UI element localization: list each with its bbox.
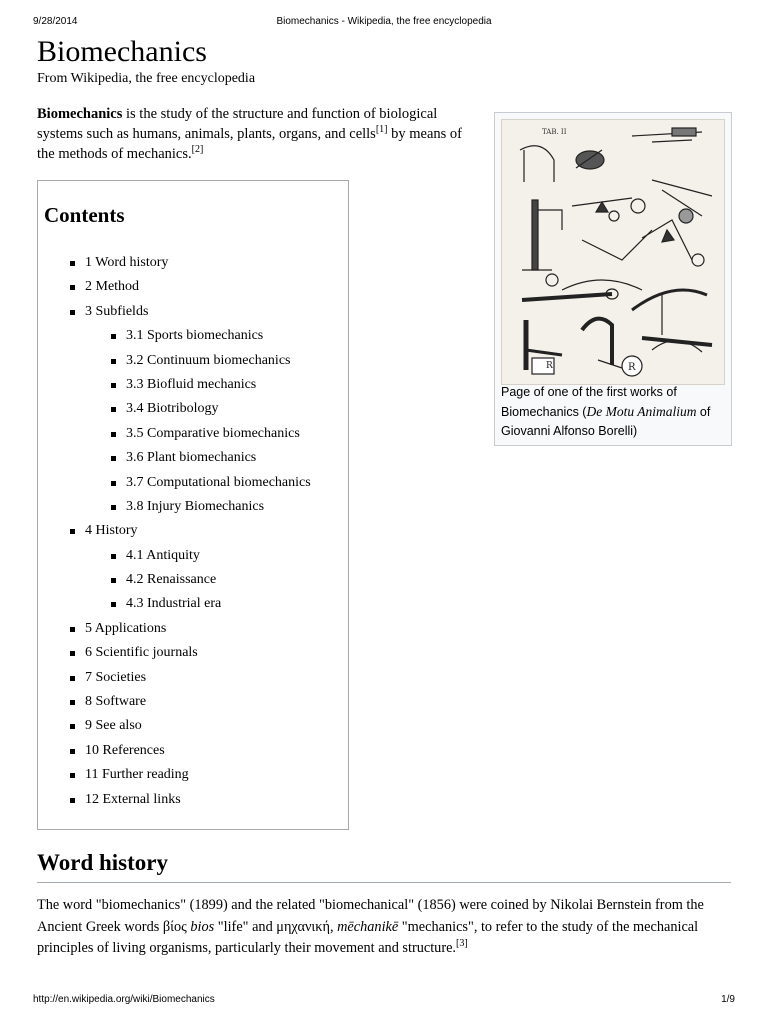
toc-item[interactable] (38, 471, 348, 495)
toc-item-label[interactable]: 11 Further reading (85, 767, 189, 783)
lead-paragraph (37, 104, 477, 164)
bullet-icon (70, 676, 75, 681)
toc-list (38, 251, 348, 812)
lead-text-1: is the study of the structure and function of biological systems such as humans, animals, plants, organs, and cells (37, 106, 438, 142)
toc-item-label[interactable]: 4.1 Antiquity (126, 547, 200, 563)
mechanike-term: mēchanikē (337, 918, 399, 935)
bullet-icon (111, 456, 116, 461)
toc-item[interactable] (38, 422, 348, 446)
toc-item-label[interactable]: 9 See also (85, 718, 142, 734)
toc-item[interactable] (38, 495, 348, 519)
toc-item-label[interactable]: 3.2 Continuum biomechanics (126, 352, 291, 368)
toc-item-label[interactable]: 3.5 Comparative biomechanics (126, 425, 300, 441)
bullet-icon (111, 578, 116, 583)
toc-item[interactable] (38, 666, 348, 690)
toc-item[interactable] (38, 544, 348, 568)
engraving-illustration (502, 120, 724, 384)
toc-item-label[interactable]: 4.2 Renaissance (126, 572, 217, 588)
bullet-icon (111, 481, 116, 486)
para-text-1: The word "biomechanics" (1899) and the related "biomechanical" (1856) were coined by Nikolai Bernstein from the Ancient Greek words βίος (37, 897, 704, 935)
word-history-paragraph (37, 895, 731, 960)
lead-term: Biomechanics (37, 106, 123, 122)
toc-item-label[interactable]: 3.8 Injury Biomechanics (126, 498, 265, 514)
toc-item[interactable] (38, 617, 348, 641)
figure-letter-r2: R (628, 362, 636, 373)
ref-link-3[interactable]: [3] (456, 938, 468, 949)
bios-term: bios (190, 918, 215, 935)
bullet-icon (111, 432, 116, 437)
caption-text-1: Page of one of the first works of Biomechanics ( (501, 385, 677, 419)
figure-plate-label: TAB. II (542, 128, 567, 136)
bullet-icon (70, 529, 75, 534)
bullet-icon (111, 505, 116, 510)
figure-thumbnail (494, 112, 732, 446)
caption-italic-title[interactable]: De Motu Animalium (586, 404, 697, 419)
ref-link-1[interactable]: [1] (375, 124, 388, 135)
bullet-icon (111, 359, 116, 364)
bullet-icon (70, 700, 75, 705)
toc-item-label[interactable]: 5 Applications (85, 620, 167, 636)
toc-item-label[interactable]: 3.6 Plant biomechanics (126, 450, 257, 466)
toc-title: Contents (44, 203, 125, 227)
toc-item[interactable] (38, 397, 348, 421)
toc-item-label[interactable]: 7 Societies (85, 669, 147, 685)
bullet-icon (70, 310, 75, 315)
bullet-icon (111, 383, 116, 388)
toc-item-label[interactable]: 1 Word history (85, 255, 169, 270)
toc-item[interactable] (38, 690, 348, 714)
caption-text-2: of Giovanni Alfonso Borelli) (501, 405, 711, 438)
toc-item[interactable] (38, 788, 348, 812)
bullet-icon (70, 773, 75, 778)
article-tagline: From Wikipedia, the free encyclopedia (37, 71, 256, 86)
toc-item[interactable] (38, 275, 348, 299)
figure-letter-r1: R (546, 361, 553, 371)
ref-link-2[interactable]: [2] (191, 144, 204, 155)
toc-item-label[interactable]: 6 Scientific journals (85, 645, 198, 661)
bullet-icon (70, 724, 75, 729)
print-page-number: 1/9 (721, 994, 735, 1005)
bullet-icon (111, 602, 116, 607)
toc-item[interactable] (38, 349, 348, 373)
bullet-icon (70, 749, 75, 754)
toc-item-label[interactable]: 3.1 Sports biomechanics (126, 328, 264, 344)
toc-item-label[interactable]: 3.3 Biofluid mechanics (126, 376, 257, 392)
bullet-icon (111, 554, 116, 559)
figure-caption (501, 383, 727, 441)
section-divider (37, 882, 731, 883)
toc-item[interactable] (38, 592, 348, 616)
toc-item-label[interactable]: 4 History (85, 523, 138, 539)
bullet-icon (70, 261, 75, 266)
toc-item[interactable] (38, 251, 348, 275)
toc-item-label[interactable]: 3.7 Computational biomechanics (126, 474, 311, 490)
bullet-icon (70, 651, 75, 656)
bullet-icon (111, 334, 116, 339)
toc-item[interactable] (38, 568, 348, 592)
toc-item[interactable] (38, 446, 348, 470)
toc-item-label[interactable]: 3.4 Biotribology (126, 401, 219, 417)
para-text-3: "mechanics", to refer to the study of the mechanical principles of living organisms, particularly their movement and structure. (37, 918, 699, 956)
toc-item[interactable] (38, 763, 348, 787)
toc-item[interactable] (38, 519, 348, 543)
bullet-icon (111, 407, 116, 412)
section-heading-word-history: Word history (37, 850, 168, 875)
toc-item[interactable] (38, 714, 348, 738)
print-date: 9/28/2014 (33, 16, 78, 27)
toc-item[interactable] (38, 641, 348, 665)
toc-item-label[interactable]: 2 Method (85, 279, 140, 295)
toc-item[interactable] (38, 300, 348, 324)
toc-item-label[interactable]: 8 Software (85, 694, 147, 710)
toc-item[interactable] (38, 324, 348, 348)
bullet-icon (70, 285, 75, 290)
print-page-title: Biomechanics - Wikipedia, the free encyclopedia (276, 16, 492, 27)
toc-item-label[interactable]: 12 External links (85, 791, 181, 807)
toc-item-label[interactable]: 3 Subfields (85, 303, 149, 319)
toc-item[interactable] (38, 739, 348, 763)
toc-item-label[interactable]: 4.3 Industrial era (126, 596, 222, 612)
figure-image[interactable] (501, 119, 725, 385)
para-text-2: "life" and μηχανική, (214, 918, 338, 935)
bullet-icon (70, 627, 75, 632)
toc-item-label[interactable]: 10 References (85, 742, 165, 758)
print-url: http://en.wikipedia.org/wiki/Biomechanics (33, 994, 215, 1005)
toc-item[interactable] (38, 373, 348, 397)
article-title: Biomechanics (37, 35, 207, 68)
table-of-contents (37, 180, 349, 830)
bullet-icon (70, 798, 75, 803)
lead-text-2: by means of the methods of mechanics. (37, 126, 462, 162)
